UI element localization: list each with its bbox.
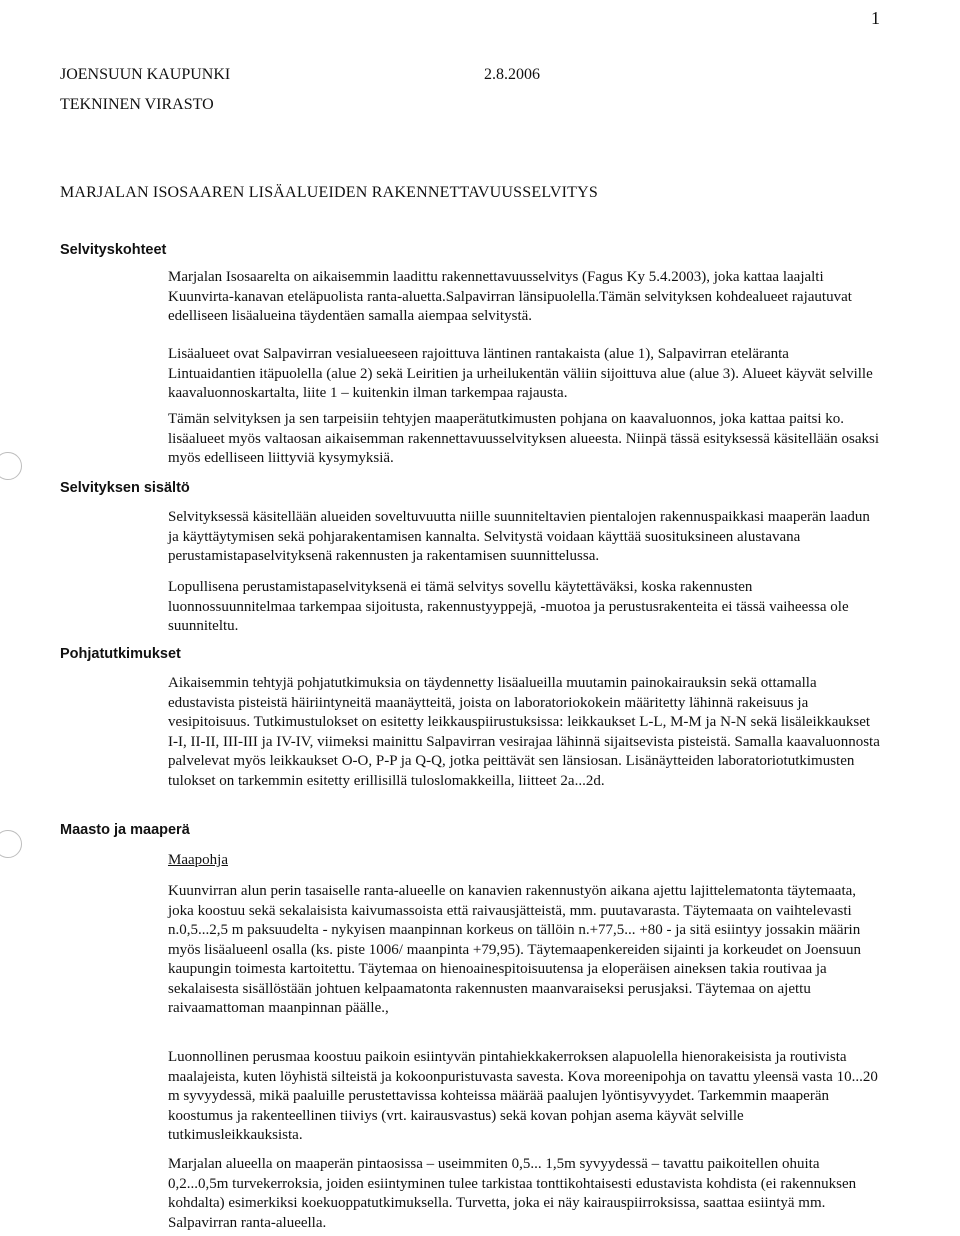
paragraph: Kuunvirran alun perin tasaiselle ranta-alueelle on kanavien rakennustyön aikana ajettu lajittelematonta täytemaata, joka koostuu sekä sekalaisista kaivumassoista että raivausjätteistä, mm. puutavarasta. Täytemaata on vaihtelevasti n.0,5...2,5 m paksuudelta - nykyisen maanpinnan korkeus on tällöin n.+77,5... +80 - ja sitä esiintyy jossakin määrin myös lisäalueenl osalla (ks. piste 1006/ maanpinta +79,95). Täytemaapenkereiden sijainti ja korkeudet on Joensuun kaupungin toimesta kartoitettu. Täytemaa on hienoainespitoisuutensa ja eloperäisen aineksen takia routivaa ja sekalaisesta sisällöstään johtuen kelpaamatonta rakennusten maanvaraiseksi perusjaksi. Täytemaa on ajettu raivaamattoman maanpinnan päälle., — [168, 883, 862, 1016]
section-heading-pohjatutkimukset: Pohjatutkimukset — [60, 646, 181, 662]
header-date: 2.8.2006 — [484, 66, 540, 83]
subheading-maapohja: Maapohja — [168, 852, 228, 868]
header-organization: JOENSUUN KAUPUNKI — [60, 66, 231, 83]
paragraph: Marjalan Isosaarelta on aikaisemmin laadittu rakennettavuusselvitys (Fagus Ky 5.4.2003), joka kattaa laajalti Kuunvirta-kanavan eteläpuolista ranta-aluetta.Salpavirran länsipuolella.Tämän selvityksen kohdealueet rajautuvat edelliseen lisäalueina täydentäen samalla aiempaa selvitystä. — [168, 269, 852, 324]
hole-punch-mark — [0, 452, 22, 480]
hole-punch-mark — [0, 830, 22, 858]
paragraph: Tämän selvityksen ja sen tarpeisiin tehtyjen maaperätutkimusten pohjana on kaavaluonnos, joka kattaa paitsi ko. lisäalueet myös valtaosan aikaisemman rakennettavuusselvityksen alueesta. Niinpä tässä esityksessä käsitellään osaksi myös edelliseen liittyviä kysymyksiä. — [168, 411, 880, 466]
header-department: TEKNINEN VIRASTO — [60, 96, 214, 113]
paragraph: Lisäalueet ovat Salpavirran vesialueeseen rajoittuva läntinen rantakaista (alue 1), Salpavirran eteläranta Lintuaidantien itäpuolella (alue 2) sekä Leiritien ja urheilukentän väliin sijoittuva alue (alue 3). Alueet käyvät selville kaavaluonnoskartalta, liite 1 – kuitenkin ilman tarkempaa rajausta. — [168, 346, 873, 401]
section-heading-selvityskohteet: Selvityskohteet — [60, 242, 167, 258]
paragraph: Aikaisemmin tehtyjä pohjatutkimuksia on täydennetty lisäalueilla muutamin painokairauksin sekä ottamalla edustavista pisteistä häiriintyneitä maanäytteitä, joista on laboratoriokokein määritetty lähinnä rakeisuus ja vesipitoisuus. Tutkimustulokset on esitetty leikkauspiirustuksissa: leikkaukset L-L, M-M ja N-N sekä lisäleikkaukset I-I, II-II, III-III ja IV-IV, viimeksi mainittu Salpavirran vesirajaa lähinnä sijaitsevista pisteistä. Samalla kaavaluonnosta palvelevat myös leikkaukset O-O, P-P ja Q-Q, jotka peittävät sen länsiosan. Lisänäytteiden laboratoriotutkimusten tulokset on tarkemmin esitetty erillisillä tuloslomakkeilla, liitteet 2a...2d. — [168, 675, 880, 789]
page-number: 1 — [871, 8, 880, 28]
paragraph: Selvityksessä käsitellään alueiden soveltuvuutta niille suunniteltavien pientalojen rakennuspaikkasi maaperän laadun ja käyttäytymisen sekä pohjarakentamisen kannalta. Selvitystä voidaan käyttää suosituksineen alustavana perustamistapaselvityksenä rakennusten ja rakentamisen suunnittelussa. — [168, 509, 870, 564]
section-heading-maasto: Maasto ja maaperä — [60, 822, 190, 838]
paragraph: Lopullisena perustamistapaselvityksenä ei tämä selvitys sovellu käytettäväksi, koska rakennusten luonnossuunnitelmaa tarkempaa sijoitusta, rakennustyyppejä, -muotoa ja perustusrakenteita ei tässä vaiheessa ole suunniteltu. — [168, 579, 849, 634]
paragraph: Marjalan alueella on maaperän pintaosissa – useimmiten 0,5... 1,5m syvyydessä – tavattu paikoitellen ohuita 0,2...0,5m turvekerroksia, joiden esiintyminen tulee tarkistaa tonttikohtaisesti edustavista kohdista (ei rakennuksen kohdalta) esimerkiksi koekuoppatutkimuksella. Turvetta, joka ei näy kairauspiirroksissa, saattaa esiintyä mm. Salpavirran ranta-alueella. — [168, 1156, 857, 1231]
paragraph: Luonnollinen perusmaa koostuu paikoin esiintyvän pintahiekkakerroksen alapuolella hienorakeisista ja routivista maalajeista, kuten löyhistä silteistä ja kokoonpuristuvasta savesta. Kova moreenipohja on tavattu yleensä vasta 10...20 m syvyydessä, mikä paaluille perustettavissa kohteissa määrää paalujen lyöntisyvyydet. Tarkemmin maaperän koostumus ja rakenteellinen tiiviys (vrt. kairausvastus) sekä kovan pohjan asema käyvät selville tutkimusleikkauksista. — [168, 1049, 878, 1143]
document-title: MARJALAN ISOSAAREN LISÄALUEIDEN RAKENNETTAVUUSSELVITYS — [60, 184, 598, 201]
section-heading-sisalto: Selvityksen sisältö — [60, 480, 190, 496]
